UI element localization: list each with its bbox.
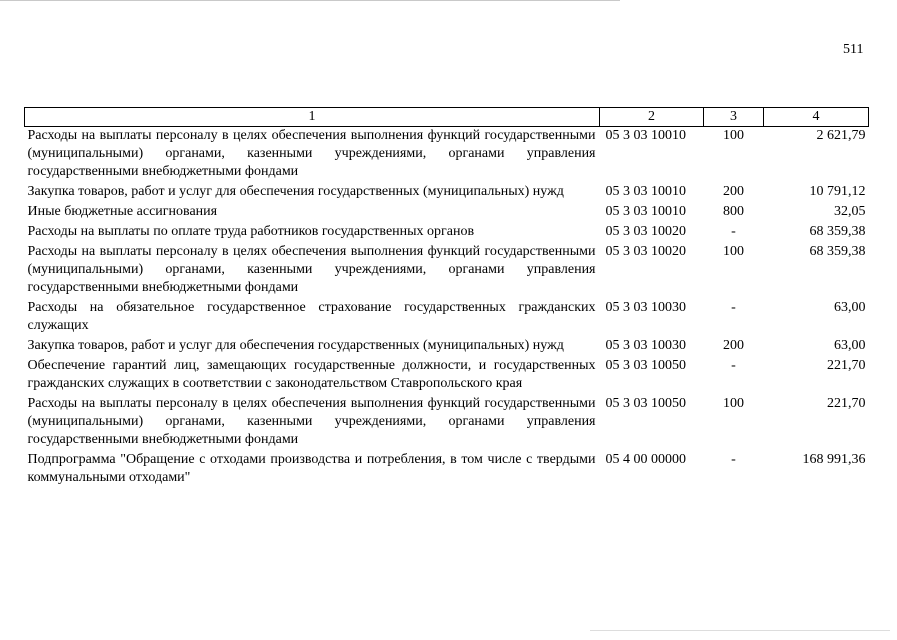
table-row [25, 299, 869, 337]
row-name: Иные бюджетные ассигнования [27, 204, 218, 219]
row-amount: 63,00 [834, 300, 866, 315]
table-row [25, 243, 869, 299]
row-type: 200 [723, 184, 744, 199]
header-col-name: 1 [25, 108, 600, 127]
header-col-type: 3 [704, 108, 764, 127]
row-type: 800 [723, 204, 744, 219]
row-amount: 32,05 [834, 204, 866, 219]
row-type: - [731, 224, 736, 239]
row-code: 05 3 03 10010 [605, 128, 686, 143]
table-row [25, 451, 869, 489]
row-code: 05 3 03 10050 [605, 358, 686, 373]
row-name: Закупка товаров, работ и услуг для обеспечения государственных (муниципальных) нужд [27, 184, 564, 199]
row-amount: 221,70 [827, 358, 866, 373]
table-row [25, 223, 869, 243]
row-name: Расходы на обязательное государственное страхование государственных гражданских служащих [27, 300, 596, 333]
table-row [25, 127, 869, 184]
row-type: - [731, 358, 736, 373]
row-type: 100 [723, 396, 744, 411]
row-name: Расходы на выплаты персоналу в целях обеспечения выполнения функций государственными (муниципальными) органами, казенными учреждениями, органами управления государственными внебюджетными фондами [27, 128, 596, 179]
row-code: 05 3 03 10050 [605, 396, 686, 411]
table-row [25, 357, 869, 395]
row-code: 05 3 03 10010 [605, 204, 686, 219]
row-type: - [731, 300, 736, 315]
row-name: Обеспечение гарантий лиц, замещающих государственные должности, и государственных гражданских служащих в соответствии с законодательством Ставропольского края [27, 358, 596, 391]
header-col-code: 2 [600, 108, 704, 127]
row-name: Расходы на выплаты персоналу в целях обеспечения выполнения функций государственными (муниципальными) органами, казенными учреждениями, органами управления государственными внебюджетными фондами [27, 244, 596, 295]
row-name: Подпрограмма "Обращение с отходами производства и потребления, в том числе с твердыми коммунальными отходами" [27, 452, 596, 485]
table-row [25, 395, 869, 451]
scan-artifact-bottom [590, 630, 890, 631]
budget-table [24, 107, 869, 489]
row-code: 05 3 03 10020 [605, 244, 686, 259]
row-name: Закупка товаров, работ и услуг для обеспечения государственных (муниципальных) нужд [27, 338, 564, 353]
header-col-amount: 4 [764, 108, 869, 127]
row-type: 200 [723, 338, 744, 353]
table-body [25, 127, 869, 490]
row-amount: 10 791,12 [809, 184, 866, 199]
row-code: 05 4 00 00000 [605, 452, 686, 467]
row-amount: 221,70 [827, 396, 866, 411]
row-type: - [731, 452, 736, 467]
header-row [25, 108, 869, 127]
row-type: 100 [723, 244, 744, 259]
row-amount: 2 621,79 [816, 128, 866, 143]
scan-artifact-top [0, 0, 620, 1]
row-name: Расходы на выплаты персоналу в целях обеспечения выполнения функций государственными (муниципальными) органами, казенными учреждениями, органами управления государственными внебюджетными фондами [27, 396, 596, 447]
row-code: 05 3 03 10020 [605, 224, 686, 239]
table-row [25, 337, 869, 357]
row-amount: 63,00 [834, 338, 866, 353]
table-row [25, 183, 869, 203]
row-amount: 68 359,38 [809, 244, 866, 259]
row-name: Расходы на выплаты по оплате труда работников государственных органов [27, 224, 475, 239]
row-code: 05 3 03 10010 [605, 184, 686, 199]
row-code: 05 3 03 10030 [605, 338, 686, 353]
page-number: 511 [843, 42, 864, 57]
table-row [25, 203, 869, 223]
row-amount: 68 359,38 [809, 224, 866, 239]
table-header [25, 108, 869, 127]
row-type: 100 [723, 128, 744, 143]
row-amount: 168 991,36 [802, 452, 866, 467]
row-code: 05 3 03 10030 [605, 300, 686, 315]
